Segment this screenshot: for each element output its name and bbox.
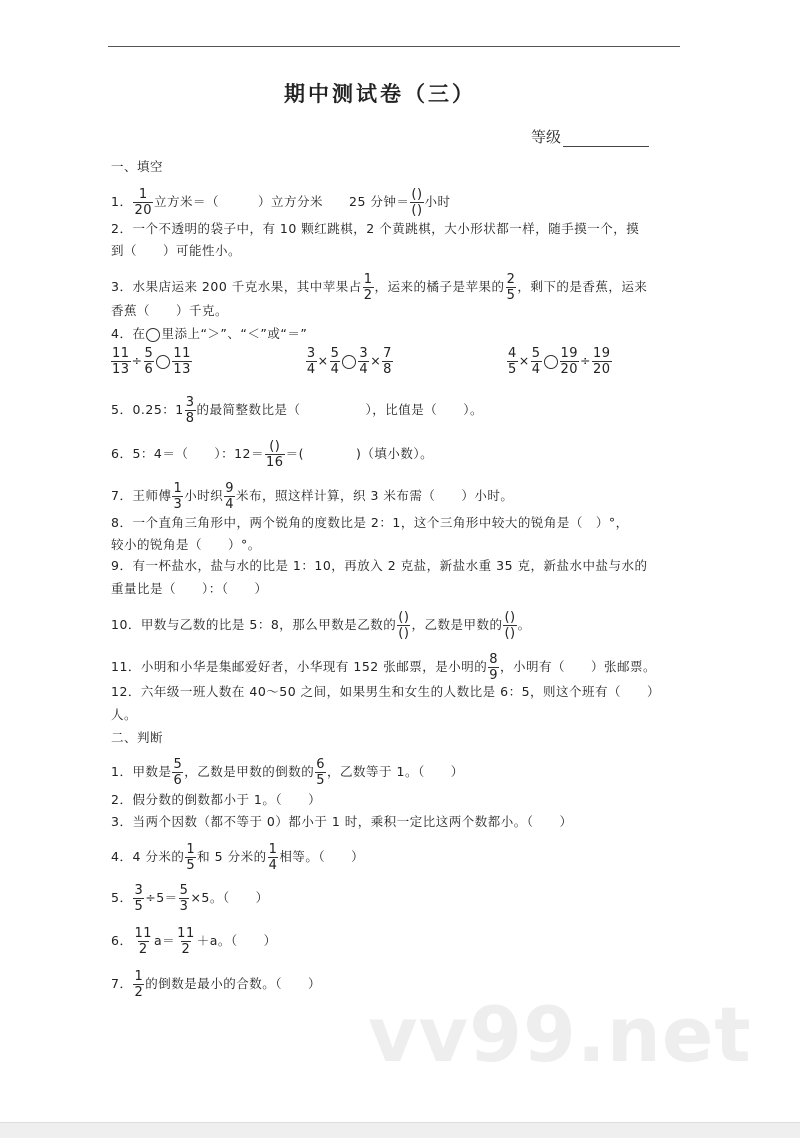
comparison-row bbox=[110, 346, 613, 377]
fraction-numerator: 5 bbox=[144, 346, 154, 361]
fraction-numerator: 2 bbox=[506, 272, 516, 287]
fraction-numerator: 1 bbox=[268, 842, 278, 857]
fraction-numerator: 3 bbox=[306, 346, 316, 361]
fraction-denominator: 20 bbox=[593, 362, 611, 377]
question-line bbox=[111, 439, 433, 470]
fraction bbox=[133, 187, 153, 218]
fraction-numerator: 11 bbox=[177, 926, 195, 941]
fraction-denominator: 4 bbox=[330, 362, 340, 377]
question-line bbox=[111, 243, 241, 259]
grade-label: 等级 bbox=[531, 128, 562, 146]
question-line bbox=[111, 537, 261, 553]
fraction-denominator: 5 bbox=[507, 362, 517, 377]
fraction-numerator: 1 bbox=[173, 481, 183, 496]
watermark: vv99.net bbox=[368, 990, 752, 1079]
question-line bbox=[111, 515, 629, 531]
fraction bbox=[363, 272, 374, 303]
question-text: ×5。（ ） bbox=[190, 890, 269, 905]
question-text: 小时织 bbox=[184, 488, 224, 503]
fraction bbox=[488, 652, 499, 683]
fraction-denominator: 13 bbox=[173, 362, 191, 377]
fraction bbox=[133, 926, 153, 957]
fraction bbox=[560, 346, 580, 377]
fraction-numerator: 4 bbox=[507, 346, 517, 361]
question-line bbox=[111, 792, 321, 808]
question-line bbox=[111, 707, 137, 723]
question-text: ÷ bbox=[580, 353, 592, 368]
fraction-denominator: 13 bbox=[112, 362, 130, 377]
fraction bbox=[330, 346, 341, 377]
fraction bbox=[176, 926, 196, 957]
fraction-denominator: 6 bbox=[144, 362, 154, 377]
fraction-numerator: 5 bbox=[179, 883, 189, 898]
section-heading-judgment: 二、判断 bbox=[111, 730, 164, 745]
fraction bbox=[410, 187, 423, 218]
fraction-numerator: 11 bbox=[112, 346, 130, 361]
fraction-numerator: 19 bbox=[593, 346, 611, 361]
fraction-denominator: 5 bbox=[186, 858, 196, 873]
fraction-numerator: 1 bbox=[363, 272, 373, 287]
question-text: 6． bbox=[111, 933, 133, 948]
question-text: 米布，照这样计算，织 3 米布需（ ）小时。 bbox=[236, 488, 514, 503]
fraction bbox=[185, 842, 196, 873]
question-text: ，乙数等于 1。（ ） bbox=[327, 764, 464, 779]
question-line bbox=[111, 926, 277, 957]
fraction bbox=[306, 346, 317, 377]
question-text: ＋a。（ ） bbox=[196, 933, 277, 948]
fraction-numerator: 5 bbox=[531, 346, 541, 361]
fraction bbox=[224, 481, 235, 512]
question-text: 到（ ）可能性小。 bbox=[111, 243, 242, 258]
fraction-denominator: () bbox=[398, 626, 410, 641]
compare-circle-icon bbox=[544, 355, 558, 369]
fraction-denominator: 5 bbox=[134, 899, 144, 914]
question-text: ＝( )（填小数）。 bbox=[285, 446, 434, 461]
fraction-numerator: 1 bbox=[134, 969, 144, 984]
question-text: 相等。（ ） bbox=[279, 849, 365, 864]
question-line bbox=[111, 684, 660, 700]
fraction-denominator: 4 bbox=[359, 362, 369, 377]
question-line bbox=[111, 842, 364, 873]
question-text: 小时 bbox=[424, 194, 451, 209]
question-line bbox=[111, 883, 269, 914]
fraction-numerator: () bbox=[411, 187, 423, 202]
question-line bbox=[111, 187, 451, 218]
compare-circle-icon bbox=[342, 355, 356, 369]
question-text: 11．小明和小华是集邮爱好者，小华现有 152 张邮票，是小明的 bbox=[111, 659, 488, 674]
fraction-denominator: 8 bbox=[383, 362, 392, 377]
fraction bbox=[531, 346, 542, 377]
fraction-denominator: 2 bbox=[181, 942, 191, 957]
question-text: 7．王师傅 bbox=[111, 488, 172, 503]
question-text: 较小的锐角是（ ）°。 bbox=[111, 537, 261, 552]
compare-circle-icon bbox=[146, 328, 160, 342]
fraction-numerator: 3 bbox=[359, 346, 369, 361]
question-line bbox=[111, 969, 321, 1000]
question-text: 的最简整数比是（ ），比值是（ ）。 bbox=[196, 402, 484, 417]
question-line bbox=[111, 558, 648, 574]
fraction-denominator: 5 bbox=[316, 773, 326, 788]
question-text: ，乙数是甲数的 bbox=[411, 617, 503, 632]
fraction bbox=[507, 346, 518, 377]
question-line bbox=[111, 272, 647, 303]
question-text: 10．甲数与乙数的比是 5：8，那么甲数是乙数的 bbox=[111, 617, 397, 632]
fraction bbox=[172, 757, 183, 788]
fraction-denominator: 2 bbox=[363, 288, 373, 303]
question-text: 12．六年级一班人数在 40～50 之间，如果男生和女生的人数比是 6：5，则这个班有（ ） bbox=[111, 684, 661, 699]
fraction-numerator: 11 bbox=[173, 346, 191, 361]
question-text: 香蕉（ ）千克。 bbox=[111, 303, 229, 318]
fraction-numerator: 9 bbox=[225, 481, 235, 496]
top-rule bbox=[108, 46, 680, 47]
fraction bbox=[172, 346, 192, 377]
compare-circle-icon bbox=[156, 355, 170, 369]
fraction-denominator: 5 bbox=[506, 288, 516, 303]
question-text: ，小明有（ ）张邮票。 bbox=[500, 659, 657, 674]
fraction bbox=[315, 757, 326, 788]
fraction-denominator: 3 bbox=[179, 899, 189, 914]
question-text: 1．甲数是 bbox=[111, 764, 172, 779]
fraction-numerator: 5 bbox=[330, 346, 340, 361]
fraction-denominator: () bbox=[504, 626, 516, 641]
question-text: 1． bbox=[111, 194, 133, 209]
question-text: 5． bbox=[111, 890, 133, 905]
question-text: 3．当两个因数（都不等于 0）都小于 1 时，乘积一定比这两个数都小。（ ） bbox=[111, 814, 573, 829]
fraction-denominator: 3 bbox=[173, 497, 183, 512]
question-text: 立方米＝（ ）立方分米 25 分钟＝ bbox=[154, 194, 410, 209]
question-text: ，乙数是甲数的倒数的 bbox=[184, 764, 315, 779]
question-text: 5．0.25：1 bbox=[111, 402, 184, 417]
fraction bbox=[592, 346, 612, 377]
page-title: 期中测试卷（三） bbox=[284, 81, 476, 106]
question-line bbox=[111, 221, 639, 237]
section-heading-fill-blank: 一、填空 bbox=[111, 159, 164, 174]
fraction-numerator: 11 bbox=[134, 926, 152, 941]
fraction-numerator: 3 bbox=[185, 395, 195, 410]
fraction-denominator: 6 bbox=[173, 773, 183, 788]
fraction-numerator: 8 bbox=[489, 652, 498, 667]
fraction bbox=[133, 883, 144, 914]
question-text: × bbox=[518, 353, 530, 368]
question-text: 2．一个不透明的袋子中，有 10 颗红跳棋，2 个黄跳棋，大小形状都一样，随手摸一个，摸 bbox=[111, 221, 640, 236]
fraction-denominator: 20 bbox=[134, 203, 152, 218]
question-line bbox=[111, 326, 307, 342]
question-line bbox=[111, 303, 228, 319]
question-line bbox=[111, 610, 531, 641]
question-text: 。 bbox=[517, 617, 531, 632]
question-text: 7． bbox=[111, 976, 133, 991]
question-text: 和 5 分米的 bbox=[197, 849, 267, 864]
question-text: 4．4 分米的 bbox=[111, 849, 185, 864]
fraction bbox=[111, 346, 131, 377]
question-text: 人。 bbox=[111, 707, 138, 722]
question-text: ÷ bbox=[131, 353, 143, 368]
question-line bbox=[111, 814, 573, 830]
question-line bbox=[111, 757, 464, 788]
question-text: 重量比是（ ）：（ ） bbox=[111, 581, 268, 596]
grade-blank bbox=[563, 130, 649, 147]
fraction bbox=[382, 346, 393, 377]
fraction-denominator: 4 bbox=[268, 858, 278, 873]
page-bottom-edge bbox=[0, 1122, 800, 1138]
fraction bbox=[265, 439, 285, 470]
fraction bbox=[179, 883, 190, 914]
fraction-denominator: 4 bbox=[225, 497, 235, 512]
fraction bbox=[506, 272, 517, 303]
question-text: × bbox=[317, 353, 329, 368]
question-line bbox=[111, 652, 656, 683]
fraction-denominator: 2 bbox=[138, 942, 148, 957]
fraction-denominator: 9 bbox=[489, 668, 498, 683]
fraction-numerator: 6 bbox=[316, 757, 326, 772]
question-text: ÷5＝ bbox=[145, 890, 178, 905]
fraction bbox=[185, 395, 196, 426]
fraction bbox=[172, 481, 183, 512]
fraction bbox=[133, 969, 144, 1000]
question-line bbox=[111, 581, 268, 597]
fraction-numerator: () bbox=[398, 610, 410, 625]
fraction-numerator: () bbox=[269, 439, 281, 454]
fraction-denominator: 16 bbox=[266, 455, 284, 470]
fraction-denominator: () bbox=[411, 203, 423, 218]
question-text: 2．假分数的倒数都小于 1。（ ） bbox=[111, 792, 322, 807]
question-text: ，剩下的是香蕉，运来 bbox=[517, 279, 648, 294]
grade-field bbox=[531, 126, 649, 147]
question-text: 4．在 bbox=[111, 326, 146, 341]
question-text: 6．5：4＝（ ）：12＝ bbox=[111, 446, 265, 461]
fraction bbox=[268, 842, 279, 873]
fraction-numerator: 1 bbox=[138, 187, 148, 202]
fraction bbox=[503, 610, 516, 641]
fraction-denominator: 8 bbox=[185, 411, 195, 426]
fraction bbox=[144, 346, 155, 377]
question-text: 3．水果店运来 200 千克水果，其中苹果占 bbox=[111, 279, 362, 294]
question-text: 的倒数是最小的合数。（ ） bbox=[145, 976, 321, 991]
fraction-denominator: 2 bbox=[134, 985, 144, 1000]
fraction bbox=[397, 610, 410, 641]
fraction-numerator: 7 bbox=[383, 346, 392, 361]
question-text: ，运来的橘子是苹果的 bbox=[374, 279, 505, 294]
fraction-denominator: 4 bbox=[306, 362, 316, 377]
question-text: 9．有一杯盐水，盐与水的比是 1：10，再放入 2 克盐，新盐水重 35 克，新盐水中盐与水的 bbox=[111, 558, 648, 573]
question-text: a＝ bbox=[154, 933, 176, 948]
fraction-numerator: 3 bbox=[134, 883, 144, 898]
fraction-numerator: 5 bbox=[173, 757, 183, 772]
fraction-numerator: 1 bbox=[186, 842, 196, 857]
question-line bbox=[111, 481, 513, 512]
fraction bbox=[358, 346, 369, 377]
fraction-numerator: () bbox=[504, 610, 516, 625]
fraction-denominator: 20 bbox=[560, 362, 579, 377]
fraction-denominator: 4 bbox=[531, 362, 541, 377]
question-line bbox=[111, 395, 483, 426]
question-text: 里添上“＞”、“＜”或“＝” bbox=[161, 326, 308, 341]
fraction-numerator: 19 bbox=[560, 346, 579, 361]
question-text: × bbox=[370, 353, 382, 368]
question-text: 8．一个直角三角形中，两个锐角的度数比是 2：1，这个三角形中较大的锐角是（ ）°， bbox=[111, 515, 629, 530]
